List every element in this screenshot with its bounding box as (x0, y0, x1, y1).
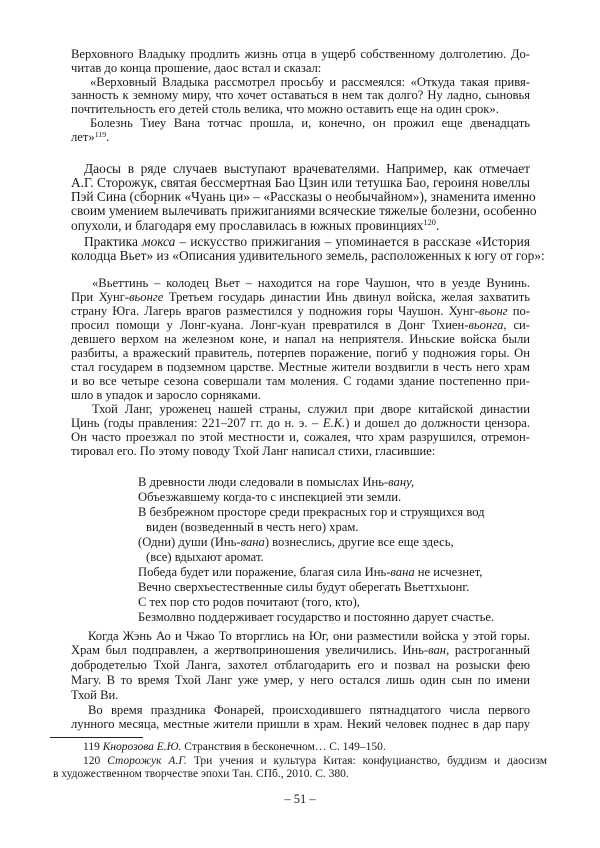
text-run[interactable]: Цинь (годы правления: 221–207 гг. до н. э. – (71, 415, 323, 430)
text-run[interactable]: . (435, 217, 440, 233)
text-line (71, 332, 530, 346)
footnote (53, 741, 547, 755)
text-run[interactable]: (все) вдыхают аромат. (146, 549, 264, 564)
paragraph (71, 76, 530, 117)
text-run[interactable]: При Хунг- (71, 289, 130, 304)
page-text-column (53, 0, 548, 806)
text-run[interactable]: читав до конца прошение, даос встал и сказал: (71, 60, 322, 75)
paragraph (71, 234, 545, 264)
paragraph (71, 48, 530, 76)
text-run[interactable]: лет» (71, 129, 95, 144)
text-line (71, 290, 530, 304)
text-run[interactable]: Вечно сверхъестественные силы будут оберегать Вьеттхыонг. (138, 579, 470, 594)
text-run[interactable]: Объезжавшему когда-то с инспекцией эти земли. (138, 489, 402, 504)
text-line (71, 62, 530, 76)
text-line (71, 248, 545, 264)
text-line (71, 444, 530, 458)
text-run[interactable]: занность к земному миру, что хочет оставаться в нем так долго? Ну ладно, сыновья (71, 88, 530, 103)
text-run[interactable]: виден (возведенный в честь него) храм. (146, 519, 359, 534)
text-run[interactable]: добродетелью Тхой Ланга, захотел отблагодарить его и позвал на розыски фею (71, 658, 530, 673)
italic-term: Кнорозова Е.Ю. (102, 741, 182, 754)
text-line (71, 203, 537, 219)
text-run[interactable]: 119 (83, 741, 103, 754)
text-line (53, 755, 547, 769)
text-run[interactable]: Во время праздника Фонарей, происходившего пятнадцатого числа первого (88, 702, 530, 717)
text-run[interactable]: В безбрежном просторе среди прекрасных гор и струящихся вод (138, 504, 485, 519)
text-line (53, 741, 547, 755)
italic-term: вану, (388, 474, 415, 489)
poem-block (138, 475, 538, 625)
text-line (71, 703, 530, 718)
italic-term: вьонге (129, 289, 164, 304)
text-line (71, 131, 530, 146)
poem-line (138, 595, 538, 610)
text-run[interactable]: Три учения и культура Китая: конфуцианство, буддизм и даосизм (186, 754, 548, 767)
text-run[interactable]: шло в упадок и заросло сорняками. (71, 387, 261, 402)
text-run[interactable]: тировал его. По этому поводу Тхой Ланг написал стихи, гласившие: (71, 443, 436, 458)
text-line (71, 658, 530, 673)
text-run[interactable]: Верховного Владыку продлить жизнь отца в ущерб собственному долголетию. До- (71, 47, 530, 61)
text-run[interactable]: Практика (84, 234, 143, 250)
text-run[interactable]: В древности люди следовали в помыслах Инь- (138, 474, 389, 489)
text-run[interactable]: Болезнь Тиеу Вана тотчас прошла, и, конечно, он прожил еще двенадцать (90, 115, 530, 130)
text-run[interactable]: 120 (83, 754, 108, 767)
body-text-block (71, 160, 545, 264)
text-run[interactable]: Странствия в бесконечном… С. 149–150. (181, 741, 386, 754)
text-run[interactable]: страну Юга. Лагерь врагов разместился у подножия горы Чаушон. Хунг- (71, 303, 479, 318)
text-line (71, 318, 530, 332)
text-run[interactable]: Храм был подправлен, а жертвоприношения увеличились. Инь- (71, 643, 429, 658)
quote-block-opening (71, 48, 530, 146)
text-run[interactable]: почтительность его детей столь велика, что можно оставить еще на один срок». (71, 102, 499, 117)
paragraph (71, 117, 530, 146)
italic-term: вана (240, 534, 265, 549)
text-run[interactable]: Даосы в ряде случаев выступают врачевателями. Например, как отмечает (84, 160, 530, 176)
paragraph (71, 703, 530, 733)
text-run[interactable]: колодца Вьет» из «Описания удивительного земель, расположенных к югу от гор»: (71, 248, 545, 264)
page-number: – 51 – (284, 791, 316, 806)
text-run[interactable]: (Одни) души (Инь- (138, 534, 241, 549)
text-line (71, 346, 530, 360)
italic-term: мокса (142, 234, 176, 250)
text-line (71, 688, 530, 703)
text-run[interactable]: С тех пор сто родов почитают (того, кто), (138, 594, 360, 609)
italic-term: вана (390, 564, 415, 579)
text-line (71, 117, 530, 131)
text-line (71, 416, 530, 430)
text-line (71, 48, 530, 62)
italic-term: вьонга (468, 317, 504, 332)
poem-line (138, 505, 538, 520)
text-run[interactable]: Третьем государь династии Инь двинул войска, желая захватить (163, 289, 530, 304)
text-line (71, 89, 530, 103)
paragraph (71, 402, 530, 458)
text-line (71, 235, 530, 249)
text-run[interactable]: и во все четыре сезона совершали там моления. С годами здание постепенно при- (71, 373, 530, 388)
text-run[interactable]: А.Г. Сторожук, святая бессмертная Бао Цзин или тетушка Бао, героиня новеллы (71, 174, 530, 190)
paragraph (71, 276, 530, 402)
text-run[interactable]: просил помощи у Лонг-куана. Лонг-куан превратился в Донг Тхиен- (71, 317, 469, 332)
text-run[interactable]: лунного месяца, местные жители пришли в храм. Некий человек поднес в дар пару (71, 717, 530, 732)
text-run[interactable]: ) вознеслись, другие все еще здесь, (264, 534, 454, 549)
poem-line (138, 490, 538, 505)
poem-line (138, 535, 538, 550)
text-line (53, 768, 547, 782)
poem-line (138, 520, 538, 535)
text-run[interactable]: ) и дошел до должности цензора. (345, 415, 530, 430)
text-run[interactable]: , растроганный (446, 643, 530, 658)
text-run[interactable]: Магу. В то время Тхой Ланг уже умер, у него остался лишь один сын по имени (71, 673, 530, 688)
text-run[interactable]: . (106, 129, 110, 144)
text-run[interactable]: опухоли, и благодаря ему прославилась в южных провинциях (71, 217, 424, 233)
text-line (71, 717, 530, 732)
text-run[interactable]: Победа будет или поражение, благая сила Инь- (138, 564, 391, 579)
text-line (71, 103, 530, 117)
text-line (71, 430, 530, 444)
text-run[interactable]: стал государем в подземном царстве. Местные жители воздвигли в честь него храм (71, 359, 530, 374)
paragraph (71, 629, 530, 703)
italic-term: ван (428, 643, 447, 658)
poem-line (138, 550, 538, 565)
text-run[interactable]: «Вьеттинь – колодец Вьет – находится на горе Чаушон, что в уезде Вунинь. (92, 275, 530, 290)
poem-line (138, 565, 538, 580)
poem-line (138, 610, 538, 625)
text-line (71, 673, 530, 688)
text-line (71, 76, 530, 90)
text-line (71, 219, 530, 235)
text-run[interactable]: Тхой Ви. (71, 687, 119, 702)
text-line (71, 629, 530, 644)
text-run[interactable]: по- (507, 303, 530, 318)
text-line (71, 388, 530, 402)
poem-line (138, 580, 538, 595)
text-line (71, 162, 530, 176)
italic-term: Сторожук А.Г. (107, 754, 187, 767)
text-run[interactable]: Он часто проезжал по этой местности и, сожалея, что храм разрушился, отремон- (71, 429, 530, 444)
text-line (71, 374, 530, 388)
text-run[interactable]: не исчезнет, (414, 564, 483, 579)
text-line (71, 402, 530, 416)
text-run[interactable]: Безмолвно поддерживает государство и постоянно дарует счастье. (138, 609, 495, 624)
text-line (71, 176, 530, 190)
footnote-ref[interactable]: 119 (94, 129, 107, 139)
text-line (71, 643, 530, 658)
text-run[interactable]: Тхой Ланг, уроженец нашей страны, служил при дворе китайской династии (92, 401, 530, 416)
text-run[interactable]: Пэй Сина (сборник «Чуань ци» – «Рассказы о необычайном»), знаменита именно (71, 189, 536, 205)
text-line (71, 304, 530, 318)
text-run[interactable]: , си- (503, 317, 530, 332)
text-line (71, 276, 530, 290)
text-run[interactable]: Когда Жэнь Ао и Чжао То вторглись на Юг, они разместили войска у этой горы. (88, 628, 530, 643)
quote-block-well-story (71, 276, 530, 458)
footnotes (53, 741, 547, 782)
text-run[interactable]: – искусство прижигания – упоминается в рассказе «История (175, 234, 530, 250)
footnote-ref[interactable]: 120 (423, 218, 436, 228)
text-run[interactable]: своим умением вылечивать прижиганиями всяческие тяжелые болезни, особенно (71, 203, 537, 219)
italic-term: Е.К. (322, 415, 346, 430)
italic-term: вьонг (478, 303, 508, 318)
text-run[interactable]: в художественном творчестве эпохи Тан. СПб., 2010. С. 380. (53, 768, 349, 781)
footnote (53, 755, 547, 782)
text-run[interactable]: разбиты, а вражеский правитель, потерпев поражение, погиб у подножия горы. Он (71, 345, 530, 360)
paragraph (71, 160, 537, 235)
footnote-separator (50, 737, 143, 738)
text-line (71, 360, 530, 374)
text-run[interactable]: «Верховный Владыка рассмотрел просьбу и рассмеялся: «Откуда такая привя- (90, 74, 530, 89)
quote-block-continuation (71, 629, 530, 733)
poem-line (138, 475, 538, 490)
text-line (71, 189, 536, 205)
text-run[interactable]: девшего верхом на железном коне, и напал на неприятеля. Иньские войска были (71, 331, 530, 346)
